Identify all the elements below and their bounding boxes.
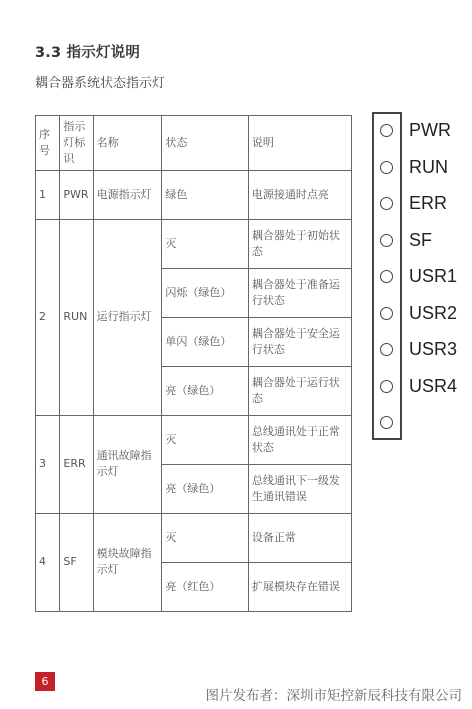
row-desc: 总线通讯处于正常状态: [248, 415, 351, 464]
page-number: 6: [35, 672, 55, 691]
row-id: ERR: [60, 415, 93, 513]
table-row: [36, 170, 352, 219]
row-no: 3: [36, 415, 60, 513]
led-label: RUN: [409, 156, 448, 177]
row-no: 4: [36, 513, 60, 611]
row-desc: 设备正常: [248, 513, 351, 562]
header-desc: 说明: [248, 116, 351, 171]
row-name: 通讯故障指示灯: [93, 415, 162, 513]
led-indicator-icon: [380, 124, 393, 137]
row-id: RUN: [60, 219, 93, 415]
table-row: [36, 219, 352, 268]
row-name: 电源指示灯: [93, 170, 162, 219]
row-name: 模块故障指示灯: [93, 513, 162, 611]
led-label: SF: [409, 229, 433, 250]
row-desc: 耦合器处于准备运行状态: [248, 268, 351, 317]
led-label: ERR: [409, 193, 448, 213]
row-desc: 耦合器处于初始状态: [248, 219, 351, 268]
table-row: [36, 513, 352, 562]
row-no: 1: [36, 170, 60, 219]
row-state: 单闪（绿色）: [162, 317, 248, 366]
section-title: 3.3 指示灯说明: [35, 45, 141, 61]
led-indicator-icon: [380, 161, 393, 174]
led-label: PWR: [409, 120, 451, 140]
header-state: 状态: [162, 116, 248, 171]
led-indicator-icon: [380, 380, 393, 393]
row-desc: 扩展模块存在错误: [248, 562, 351, 611]
row-state: 亮（绿色）: [162, 464, 248, 513]
row-name: 运行指示灯: [93, 219, 162, 415]
row-desc: 总线通讯下一级发生通讯错误: [248, 464, 351, 513]
table-row: [36, 415, 352, 464]
row-desc: 耦合器处于运行状态: [248, 366, 351, 415]
row-state: 灭: [162, 219, 248, 268]
row-desc: 耦合器处于安全运行状态: [248, 317, 351, 366]
indicator-table: [35, 115, 352, 612]
row-id: SF: [60, 513, 93, 611]
led-indicator-icon: [380, 416, 393, 429]
row-desc: 电源接通时点亮: [248, 170, 351, 219]
row-state: 绿色: [162, 170, 248, 219]
row-state: 闪烁（绿色）: [162, 268, 248, 317]
row-no: 2: [36, 219, 60, 415]
row-id: PWR: [60, 170, 93, 219]
led-indicator-icon: [380, 270, 393, 283]
section-subtitle: 耦合器系统状态指示灯: [35, 76, 166, 91]
header-no: 序号: [36, 116, 60, 171]
led-label: USR4: [409, 375, 458, 396]
led-indicator-icon: [380, 307, 393, 320]
led-label: USR1: [409, 266, 458, 286]
led-indicator-icon: [380, 234, 393, 247]
image-credit: 图片发布者：深圳市矩控新辰科技有限公司: [205, 688, 462, 704]
header-id: 指示灯标识: [60, 116, 93, 171]
row-state: 灭: [162, 415, 248, 464]
led-indicator-icon: [380, 343, 393, 356]
led-label: USR3: [409, 339, 458, 359]
led-label: USR2: [409, 302, 458, 323]
header-name: 名称: [93, 116, 162, 171]
row-state: 亮（绿色）: [162, 366, 248, 415]
row-state: 灭: [162, 513, 248, 562]
led-indicator-icon: [380, 197, 393, 210]
row-state: 亮（红色）: [162, 562, 248, 611]
